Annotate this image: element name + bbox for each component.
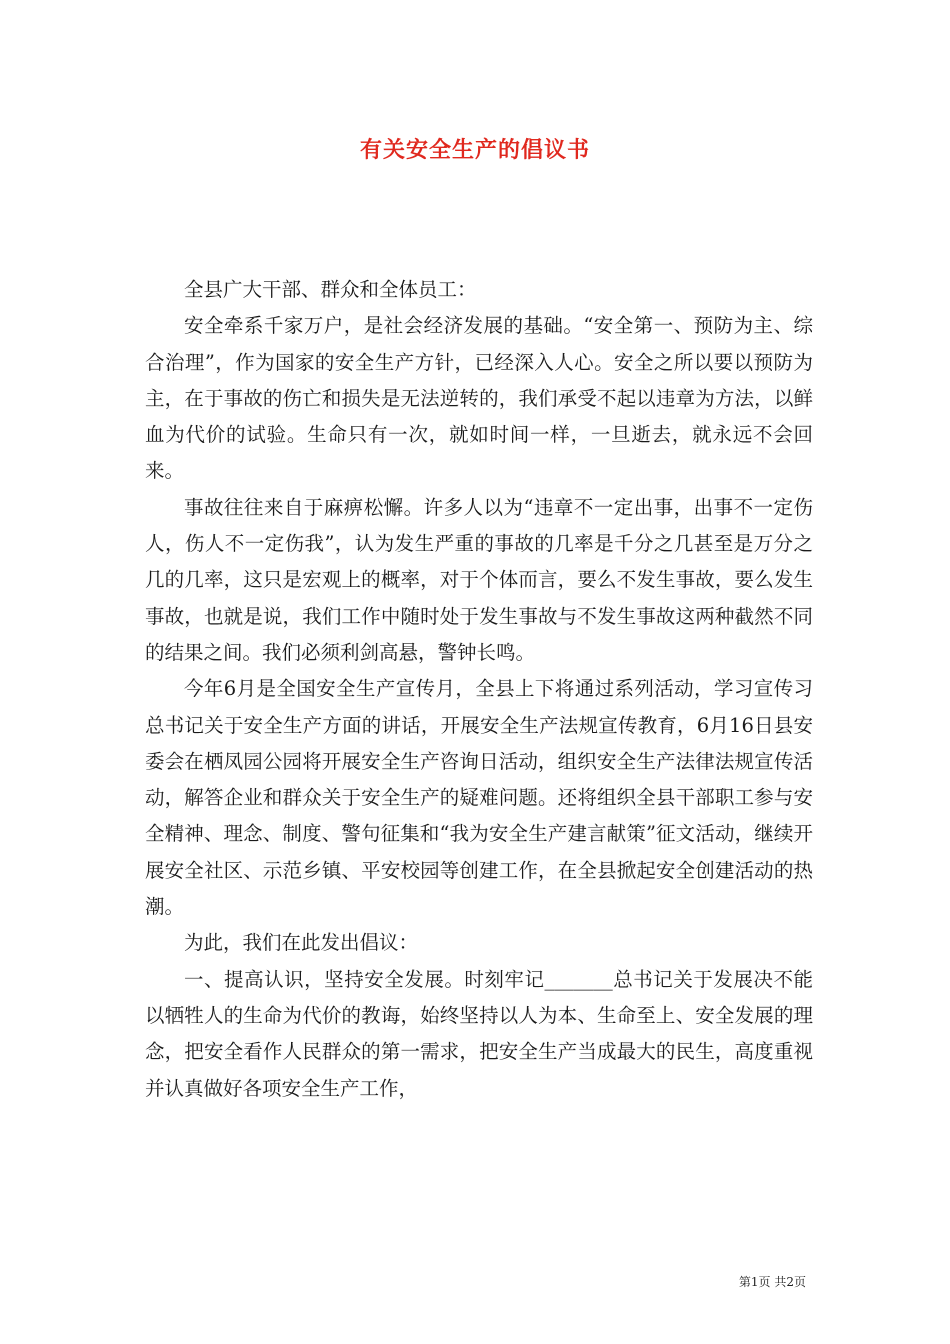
- document-body: [145, 272, 813, 1107]
- page-number-footer: 第1页 共2页: [738, 1275, 806, 1289]
- body-paragraph: 安全牵系千家万户，是社会经济发展的基础。“安全第一、预防为主、综合治理”，作为国家的安全生产方针，已经深入人心。安全之所以要以预防为主，在于事故的伤亡和损失是无法逆转的，我们承受不起以违章为方法，以鲜血为代价的试验。生命只有一次，就如时间一样，一旦逝去，就永远不会回来。: [145, 314, 813, 483]
- salutation-paragraph: 全县广大干部、群众和全体员工：: [184, 278, 477, 301]
- body-paragraph: 一、提高认识，坚持安全发展。时刻牢记_______总书记关于发展决不能以牺牲人的生命为代价的教诲，始终坚持以人为本、生命至上、安全发展的理念，把安全看作人民群众的第一需求，把安全生产当成最大的民生，高度重视并认真做好各项安全生产工作，: [145, 967, 813, 1100]
- body-paragraph: 为此，我们在此发出倡议：: [184, 931, 419, 955]
- document-title: 有关安全生产的倡议书: [359, 137, 590, 163]
- body-paragraph: 今年6月是全国安全生产宣传月，全县上下将通过系列活动，学习宣传习总书记关于安全生产方面的讲话，开展安全生产法规宣传教育，6月16日县安委会在栖凤园公园将开展安全生产咨询日活动，组织安全生产法律法规宣传活动，解答企业和群众关于安全生产的疑难问题。还将组织全县干部职工参与安全精神、理念、制度、警句征集和“我为安全生产建言献策”征文活动，继续开展安全社区、示范乡镇、平安校园等创建工作，在全县掀起安全创建活动的热潮。: [145, 677, 813, 919]
- body-paragraph: 事故往往来自于麻痹松懈。许多人以为“违章不一定出事，出事不一定伤人，伤人不一定伤我”，认为发生严重的事故的几率是千分之几甚至是万分之几的几率，这只是宏观上的概率，对于个体而言，要么不发生事故，要么发生事故，也就是说，我们工作中随时处于发生事故与不发生事故这两种截然不同的结果之间。我们必须利剑高悬，警钟长鸣。: [145, 495, 813, 664]
